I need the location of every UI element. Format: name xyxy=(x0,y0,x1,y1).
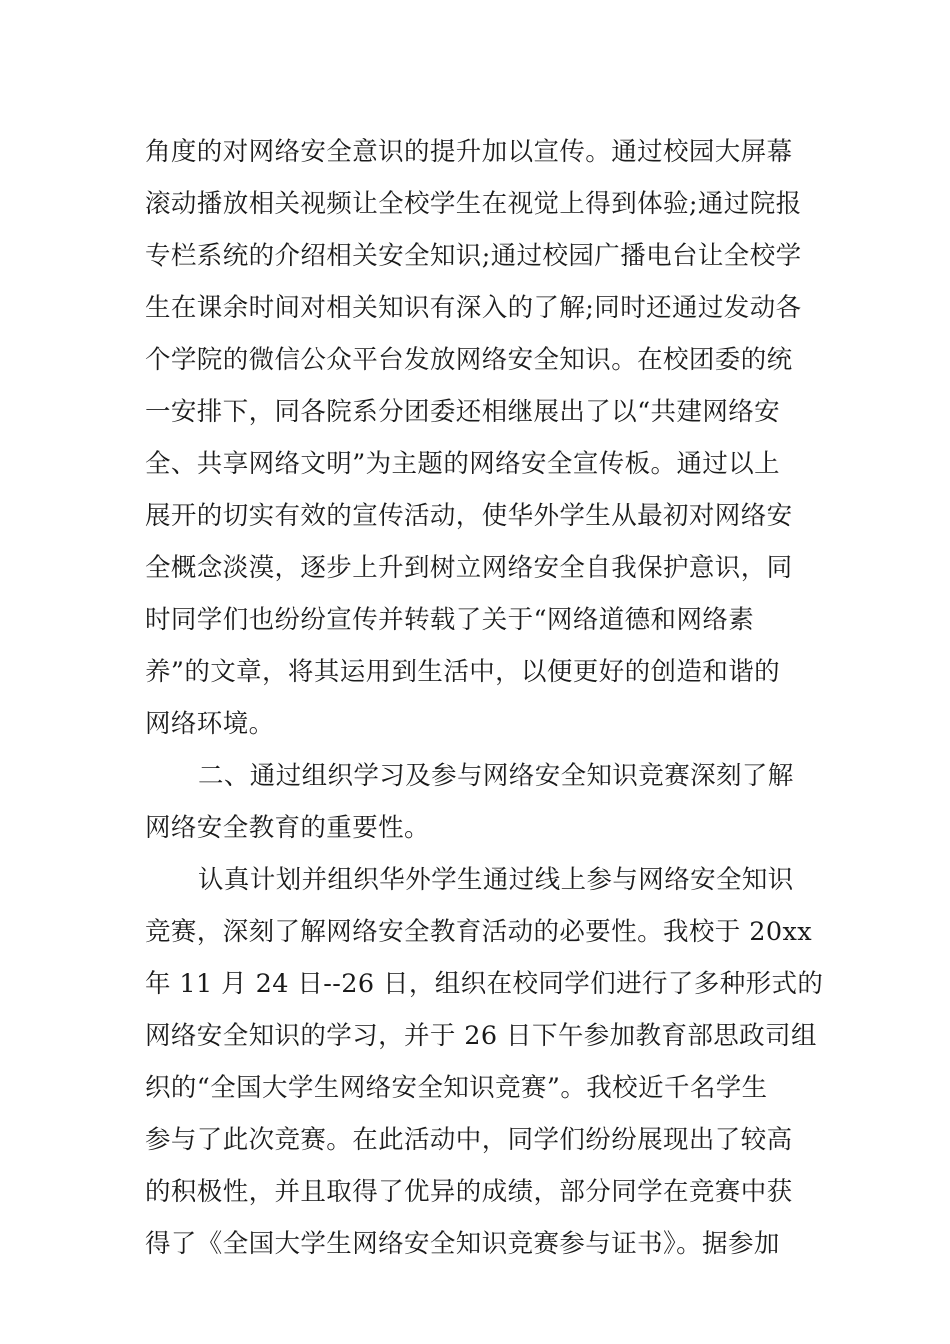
text-line: 专栏系统的介绍相关安全知识;通过校园广播电台让全校学 xyxy=(145,241,802,271)
text-line: 的积极性，并且取得了优异的成绩，部分同学在竞赛中获 xyxy=(145,1177,793,1207)
text-line: 认真计划并组织华外学生通过线上参与网络安全知识 xyxy=(198,865,794,895)
text-line: 网络安全知识的学习，并于 26 日下午参加教育部思政司组 xyxy=(145,1021,817,1051)
text-line: 参与了此次竞赛。在此活动中，同学们纷纷展现出了较高 xyxy=(145,1125,793,1155)
text-line: 角度的对网络安全意识的提升加以宣传。通过校园大屏幕 xyxy=(145,137,793,167)
text-line: 全、共享网络文明”为主题的网络安全宣传板。通过以上 xyxy=(145,449,781,479)
text-line: 一安排下，同各院系分团委还相继展出了以“共建网络安 xyxy=(145,397,781,427)
text-line: 个学院的微信公众平台发放网络安全知识。在校团委的统 xyxy=(145,345,793,375)
text-line: 织的“全国大学生网络安全知识竞赛”。我校近千名学生 xyxy=(145,1073,768,1103)
text-line: 时同学们也纷纷宣传并转载了关于“网络道德和网络素 xyxy=(145,605,755,635)
text-line: 养”的文章，将其运用到生活中，以便更好的创造和谐的 xyxy=(145,657,781,687)
text-line: 滚动播放相关视频让全校学生在视觉上得到体验;通过院报 xyxy=(145,189,802,219)
text-line: 生在课余时间对相关知识有深入的了解;同时还通过发动各 xyxy=(145,293,802,323)
text-line: 得了《全国大学生网络安全知识竞赛参与证书》。据参加 xyxy=(145,1229,780,1259)
text-line: 网络环境。 xyxy=(145,709,275,739)
text-line: 展开的切实有效的宣传活动，使华外学生从最初对网络安 xyxy=(145,501,793,531)
section-heading-line: 网络安全教育的重要性。 xyxy=(145,813,430,843)
text-line: 竞赛，深刻了解网络安全教育活动的必要性。我校于 20xx xyxy=(145,917,813,947)
section-heading-line: 二、通过组织学习及参与网络安全知识竞赛深刻了解 xyxy=(198,761,794,791)
text-line: 年 11 月 24 日--26 日，组织在校同学们进行了多种形式的 xyxy=(145,969,824,999)
text-line: 全概念淡漠，逐步上升到树立网络安全自我保护意识，同 xyxy=(145,553,793,583)
